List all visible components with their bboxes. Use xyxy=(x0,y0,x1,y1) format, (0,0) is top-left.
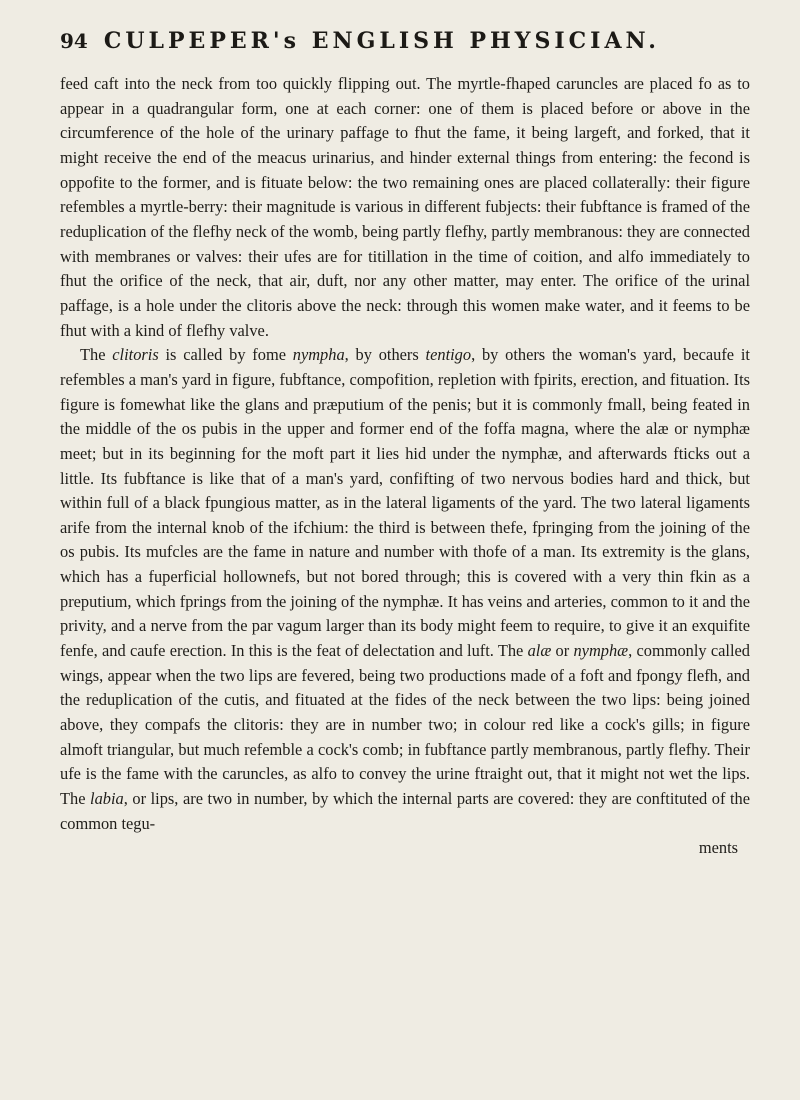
italic-term-labia: labia xyxy=(90,789,124,809)
italic-term-alae: alæ xyxy=(527,641,552,661)
paragraph-2 xyxy=(60,343,750,836)
text-segment: , commonly called wings, appear when the two lips are fevered, being two productions made of a foft and fpongy flefh, and the reduplication of the cutis, and fituated at the fides of the neck between the two lips: being joined above, they compafs the clitoris: they are in number two; in colour red like a cock's gills; in figure almoft triangular, but much refemble a cock's comb; in fubftance partly membranous, partly flefhy. Their ufe is the fame with the caruncles, as alfo to convey the urine ftraight out, that it might not wet the lips. The xyxy=(60,641,750,809)
text-segment: , by others xyxy=(344,345,426,365)
body-text xyxy=(60,72,750,861)
text-segment: or xyxy=(551,641,574,661)
italic-term-clitoris: clitoris xyxy=(112,345,159,365)
paragraph-1 xyxy=(60,72,750,343)
page-header xyxy=(60,28,720,68)
italic-term-nympha: nympha xyxy=(292,345,345,365)
page-number: 94 xyxy=(60,29,88,53)
running-title: CULPEPER's ENGLISH PHYSICIAN. xyxy=(103,28,660,54)
italic-term-nymphae: nymphæ xyxy=(573,641,629,661)
text-segment: feed caft into the neck from too quickly flipping out. The myrtle-fhaped caruncles are placed fo as to appear in a quadrangular form, one at each corner: one of them is placed before or above in the circumference of the hole of the urinary paffage to fhut the fame, it being largeft, and forked, that it might receive the end of the meacus urinarius, and hinder external things from entering: the fecond is oppofite to the former, and is fituate below: the two remaining ones are placed collaterally: their figure refembles a myrtle-berry: their magnitude is various in different fubjects: their fubftance is framed of the reduplication of the flefhy neck of the womb, being partly flefhy, partly membranous: they are connected with membranes or valves: their ufes are for titillation in the time of coition, and alfo immediately to fhut the orifice of the neck, that air, duft, nor any other matter, may enter. The orifice of the urinal paffage, is a hole under the clitoris above the neck: through this women make water, and it feems to be fhut with a kind of flefhy valve. xyxy=(60,74,750,340)
italic-term-tentigo: tentigo xyxy=(425,345,472,365)
text-segment: , by others the woman's yard, becaufe it refembles a man's yard in figure, fubftance, compofition, repletion with fpirits, erection, and fituation. Its figure is fomewhat like the glans and præputium of the penis; but it is commonly fmall, being feated in the middle of the os pubis in the upper and former end of the foffa magna, where the alæ or nymphæ meet; but in its beginning for the moft part it lies hid under the nymphæ, and afterwards fticks out a little. Its fubftance is like that of a man's yard, confifting of two nervous bodies hard and thick, but within full of a black fpungious matter, as in the lateral ligaments of the yard. The two lateral ligaments arife from the internal knob of the ifchium: the third is between thefe, fpringing from the joining of the os pubis. Its mufcles are the fame in nature and number with thofe of a man. Its extremity is the glans, which has a fuperficial hollownefs, but not bored through; this is covered with a very thin fkin as a preputium, which fprings from the joining of the nymphæ. It has veins and arteries, common to it and the privity, and a nerve from the par vagum larger than its body might feem to require, to give it an exquifite fenfe, and caufe erection. In this is the feat of delectation and luft. The xyxy=(60,345,750,661)
catchword: ments xyxy=(698,838,738,858)
text-segment: The xyxy=(80,345,113,365)
text-segment: , or lips, are two in number, by which the internal parts are covered: they are conftituted of the common tegu- xyxy=(60,789,750,833)
text-segment: is called by fome xyxy=(158,345,293,365)
